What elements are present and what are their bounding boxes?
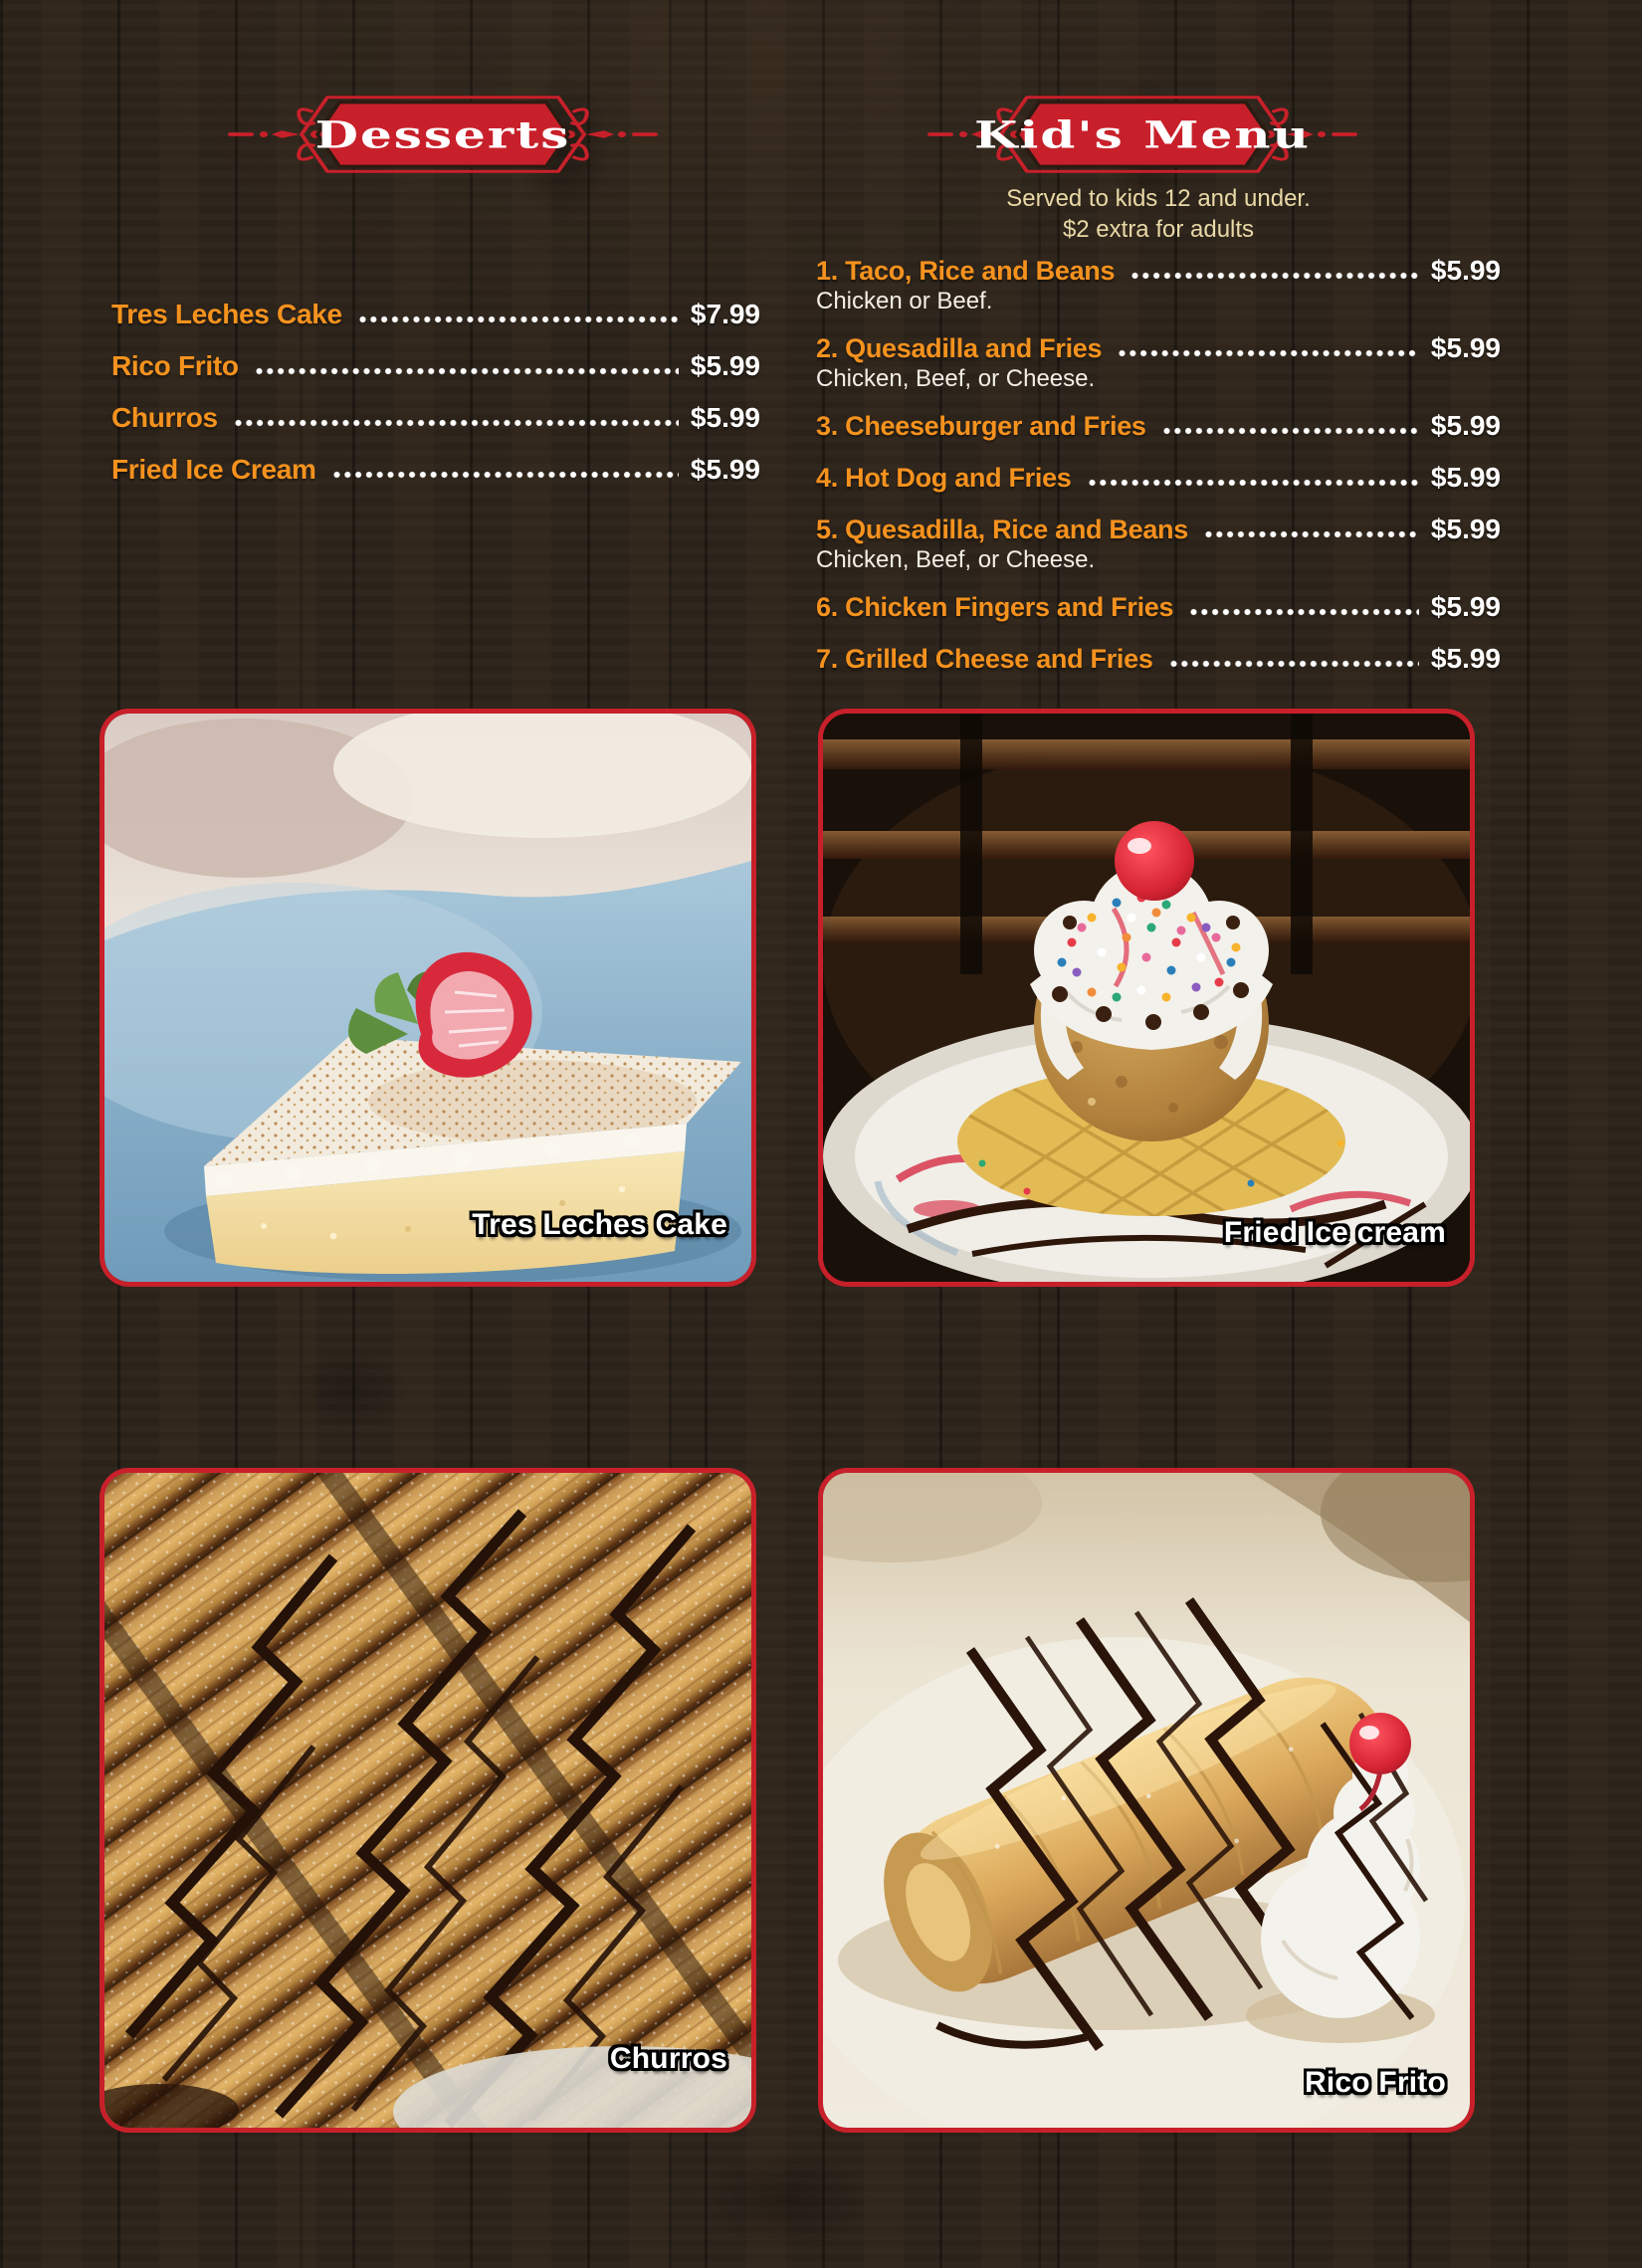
menu-row [111,454,760,483]
rico-frito-illustration [823,1473,1470,2128]
item-description: Chicken, Beef, or Cheese. [816,546,1096,573]
kids-menu-banner [924,94,1361,175]
item-price: $5.99 [1430,591,1501,622]
menu-item [816,643,1501,673]
dotted-leader [234,418,679,428]
item-name: 4. Hot Dog and Fries [816,463,1072,493]
menu-item [816,514,1501,575]
item-name: 5. Quesadilla, Rice and Beans [816,515,1188,544]
menu-row [111,299,760,327]
fried-ice-cream-illustration [823,714,1470,1282]
photo-tres-leches-cake [100,709,756,1287]
kids-menu-note-line2: $2 extra for adults [1062,216,1255,243]
photo-caption: Rico Frito [1305,2066,1446,2099]
item-name: Tres Leches Cake [111,299,342,329]
photo-fried-ice-cream [818,709,1475,1287]
item-price: $5.99 [1430,643,1501,674]
item-price: $5.99 [690,350,760,381]
item-price: $5.99 [1430,514,1501,544]
item-name: 6. Chicken Fingers and Fries [816,592,1174,622]
kids-menu-list [816,255,1501,695]
banner-flourish [924,94,1361,175]
dotted-leader [1118,348,1419,358]
dotted-leader [1162,426,1419,436]
dotted-leader [332,470,679,480]
dotted-leader [1189,607,1419,617]
photo-caption: Fried Ice cream [1223,1216,1446,1249]
dotted-leader [1088,478,1419,488]
menu-row [111,350,760,379]
item-price: $5.99 [1430,462,1501,493]
churros-illustration [104,1473,751,2128]
desserts-list [111,299,760,506]
item-name: 1. Taco, Rice and Beans [816,256,1116,286]
banner-flourish [224,94,662,175]
photo-caption: Churros [609,2042,727,2075]
item-name: Rico Frito [111,350,239,381]
dotted-leader [1130,271,1419,281]
dotted-leader [255,366,679,376]
kids-menu-title: Kid's Menu [973,113,1312,157]
item-price: $5.99 [1430,410,1501,441]
dotted-leader [358,314,679,324]
menu-item [816,255,1501,316]
item-description: Chicken, Beef, or Cheese. [816,365,1096,392]
item-description: Chicken or Beef. [816,288,993,314]
menu-row [111,402,760,431]
desserts-title: Desserts [314,113,571,157]
item-name: 7. Grilled Cheese and Fries [816,644,1153,674]
item-price: $5.99 [1430,332,1501,363]
item-name: 3. Cheeseburger and Fries [816,411,1146,441]
menu-item [816,410,1501,440]
menu-item [816,591,1501,621]
photo-rico-frito [818,1468,1475,2133]
item-price: $5.99 [690,454,760,485]
photo-caption: Tres Leches Cake [472,1208,727,1241]
kids-menu-note-line1: Served to kids 12 and under. [1006,185,1311,212]
item-price: $5.99 [690,402,760,433]
menu-item [816,462,1501,492]
dotted-leader [1204,529,1419,539]
item-name: 2. Quesadilla and Fries [816,333,1103,363]
item-price: $7.99 [690,299,760,329]
dotted-leader [1169,659,1419,669]
item-name: Fried Ice Cream [111,454,316,485]
menu-item [816,332,1501,394]
desserts-banner [224,94,662,175]
photo-churros [100,1468,756,2133]
item-price: $5.99 [1430,255,1501,286]
kids-menu-note [816,183,1501,245]
tres-leches-cake-illustration [104,714,751,1282]
item-name: Churros [111,402,218,433]
